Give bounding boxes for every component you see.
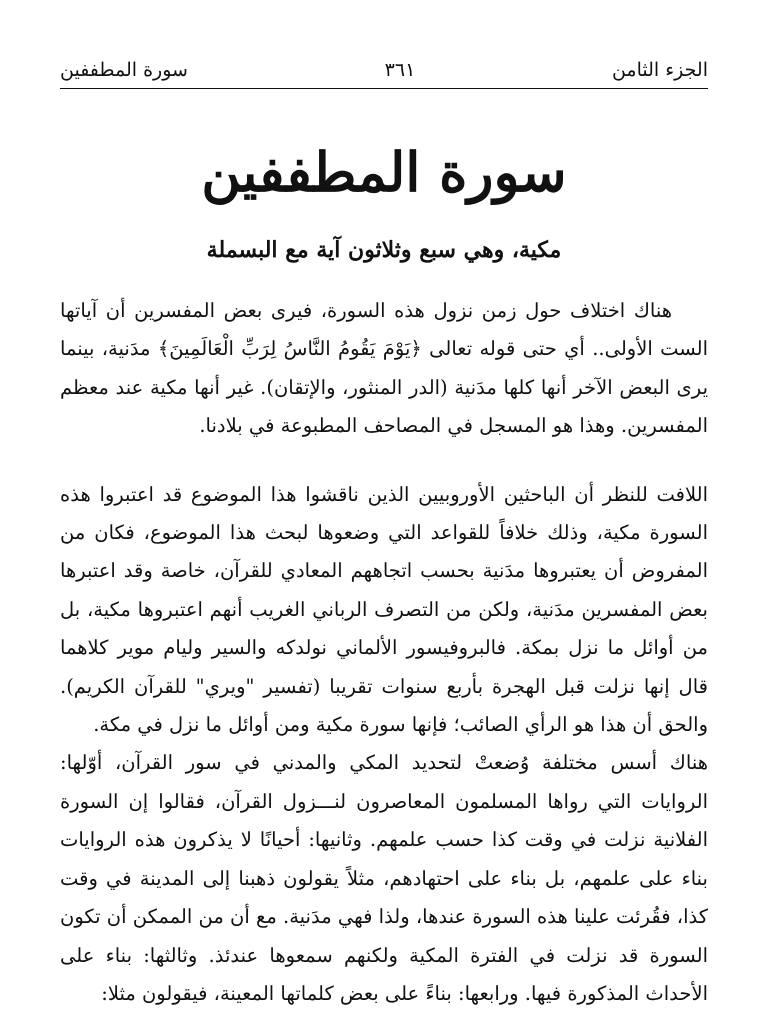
surah-name-header: سورة المطففين xyxy=(60,59,188,81)
paragraph-2: اللافت للنظر أن الباحثين الأوروبيين الذين ناقشوا هذا الموضوع قد اعتبروا هذه السورة مكية، وذلك خلافاً للقواعد التي وضعوها لبحث هذا الموضوع، فكان من المفروض أن يعتبروها مدَنية بحسب اتجاههم المعادي للقرآن، خاصة وقد اعتبرها بعض المفسرين مدَنية، ولكن من التصرف الرباني الغريب أنهم اعتبروها مكية، بل من أوائل ما نزل بمكة. فالبروفيسور الألماني نولدكه والسير وليام موير كلاهما قال إنها نزلت قبل الهجرة بأربع سنوات تقريبا (تفسير "ويري" للقرآن الكريم). والحق أن هذا هو الرأي الصائب؛ فإنها سورة مكية ومن أوائل ما نزل في مكة. xyxy=(60,482,708,737)
page-number: ٣٦١ xyxy=(384,59,416,81)
paragraph-3: هناك أسس مختلفة وُضعتْ لتحديد المكي والمدني في سور القرآن، أوّلها: الروايات التي رواها المسلمون المعاصرون لنـــزول القرآن، فقالوا إن السورة الفلانية نزلت في وقت كذا حسب علمهم. وثانيها: أحيانًا لا يذكرون هذه الروايات بناء على علمهم، بل بناء على احتهادهم، مثلاً يقولون ذهبنا إلى المدينة في وقت كذا، فقُرئت علينا هذه السورة عندها، ولذا فهي مدَنية. مع أن من الممكن أن تكون السورة قد نزلت في الفترة المكية ولكنهم سمعوها عندئذ. وثالثها: بناء على الأحداث المذكورة فيها. ورابعها: بناءً على بعض كلماتها المعينة، فيقولون مثلا: xyxy=(60,751,708,1005)
surah-subtitle: مكية، وهي سبع وثلاثون آية مع البسملة xyxy=(206,237,562,263)
body-text xyxy=(60,292,708,1013)
surah-title: سورة المطففين xyxy=(201,140,567,204)
running-header xyxy=(60,52,708,89)
paragraph-1: هناك اختلاف حول زمن نزول هذه السورة، فيرى بعض المفسرين أن آياتها الست الأولى.. أي حتى قوله تعالى ﴿يَوْمَ يَقُومُ النَّاسُ لِرَبِّ الْعَالَمِينَ﴾ مدَنية، بينما يرى البعض الآخر أنها كلها مدَنية (الدر المنثور، والإتقان). غير أنها مكية عند معظم المفسرين. وهذا هو المسجل في المصاحف المطبوعة في بلادنا. xyxy=(60,299,708,438)
part-label: الجزء الثامن xyxy=(611,59,708,81)
